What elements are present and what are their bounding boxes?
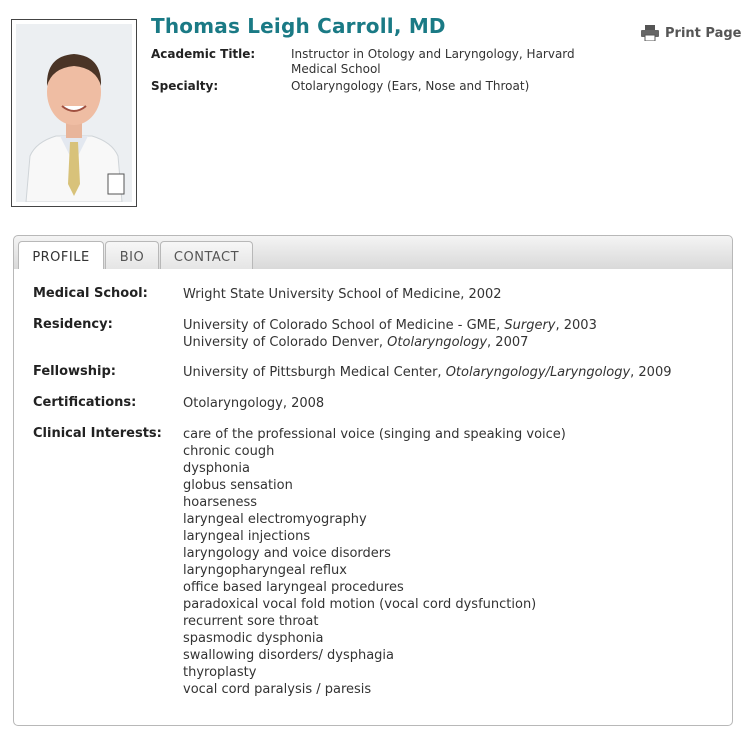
certifications-label: Certifications: — [33, 395, 137, 410]
specialty-value: Otolaryngology (Ears, Nose and Throat) — [291, 79, 530, 93]
residency-label: Residency: — [33, 317, 113, 332]
list-item: spasmodic dysphonia — [183, 631, 324, 646]
medical-school-value: Wright State University School of Medicine, 2002 — [183, 287, 502, 302]
tab-profile[interactable]: PROFILE — [18, 241, 104, 273]
medical-school-label: Medical School: — [33, 286, 148, 301]
fellowship-value: University of Pittsburgh Medical Center, Otolaryngology/Laryngology, 2009 — [183, 365, 672, 380]
list-item: office based laryngeal procedures — [183, 580, 404, 595]
list-item: swallowing disorders/ dysphagia — [183, 648, 395, 663]
list-item: laryngeal injections — [183, 529, 311, 544]
tab-bar — [13, 235, 733, 270]
list-item: chronic cough — [183, 444, 275, 459]
doctor-portrait — [16, 24, 132, 202]
residency-row — [33, 317, 597, 351]
academic-title-value: Instructor in Otology and Laryngology, Harvard Medical School — [291, 47, 575, 76]
print-page-label: Print Page — [665, 25, 742, 41]
list-item: hoarseness — [183, 495, 258, 510]
clinical-interests-label: Clinical Interests: — [33, 426, 162, 441]
list-item: paradoxical vocal fold motion (vocal cord dysfunction) — [183, 597, 537, 612]
list-item: laryngology and voice disorders — [183, 546, 391, 561]
profile-photo — [11, 19, 137, 207]
list-item: care of the professional voice (singing and speaking voice) — [183, 427, 566, 442]
medical-school-row — [33, 286, 502, 303]
residency-value: University of Colorado School of Medicine - GME, Surgery, 2003 University of Colorado Denver, Otolaryngology, 2007 — [183, 318, 597, 350]
doctor-name: Thomas Leigh Carroll, MD — [151, 14, 446, 38]
list-item: laryngopharyngeal reflux — [183, 563, 347, 578]
certifications-value: Otolaryngology, 2008 — [183, 396, 325, 411]
tab-bio[interactable]: BIO — [105, 241, 159, 272]
list-item: vocal cord paralysis / paresis — [183, 682, 372, 697]
fellowship-label: Fellowship: — [33, 364, 116, 379]
tab-contact[interactable]: CONTACT — [160, 241, 253, 272]
clinical-interests-row — [33, 426, 566, 698]
academic-title-label: Academic Title: — [151, 47, 256, 61]
profile-panel — [13, 269, 733, 726]
list-item: thyroplasty — [183, 665, 257, 680]
printer-icon — [640, 25, 660, 41]
list-item: laryngeal electromyography — [183, 512, 367, 527]
list-item: recurrent sore throat — [183, 614, 319, 629]
fellowship-row — [33, 364, 672, 381]
specialty-label: Specialty: — [151, 79, 219, 93]
certifications-row — [33, 395, 324, 412]
clinical-interests-list — [183, 426, 566, 698]
list-item: globus sensation — [183, 478, 293, 493]
print-page-link[interactable] — [640, 25, 741, 41]
doctor-meta — [151, 47, 591, 96]
list-item: dysphonia — [183, 461, 250, 476]
